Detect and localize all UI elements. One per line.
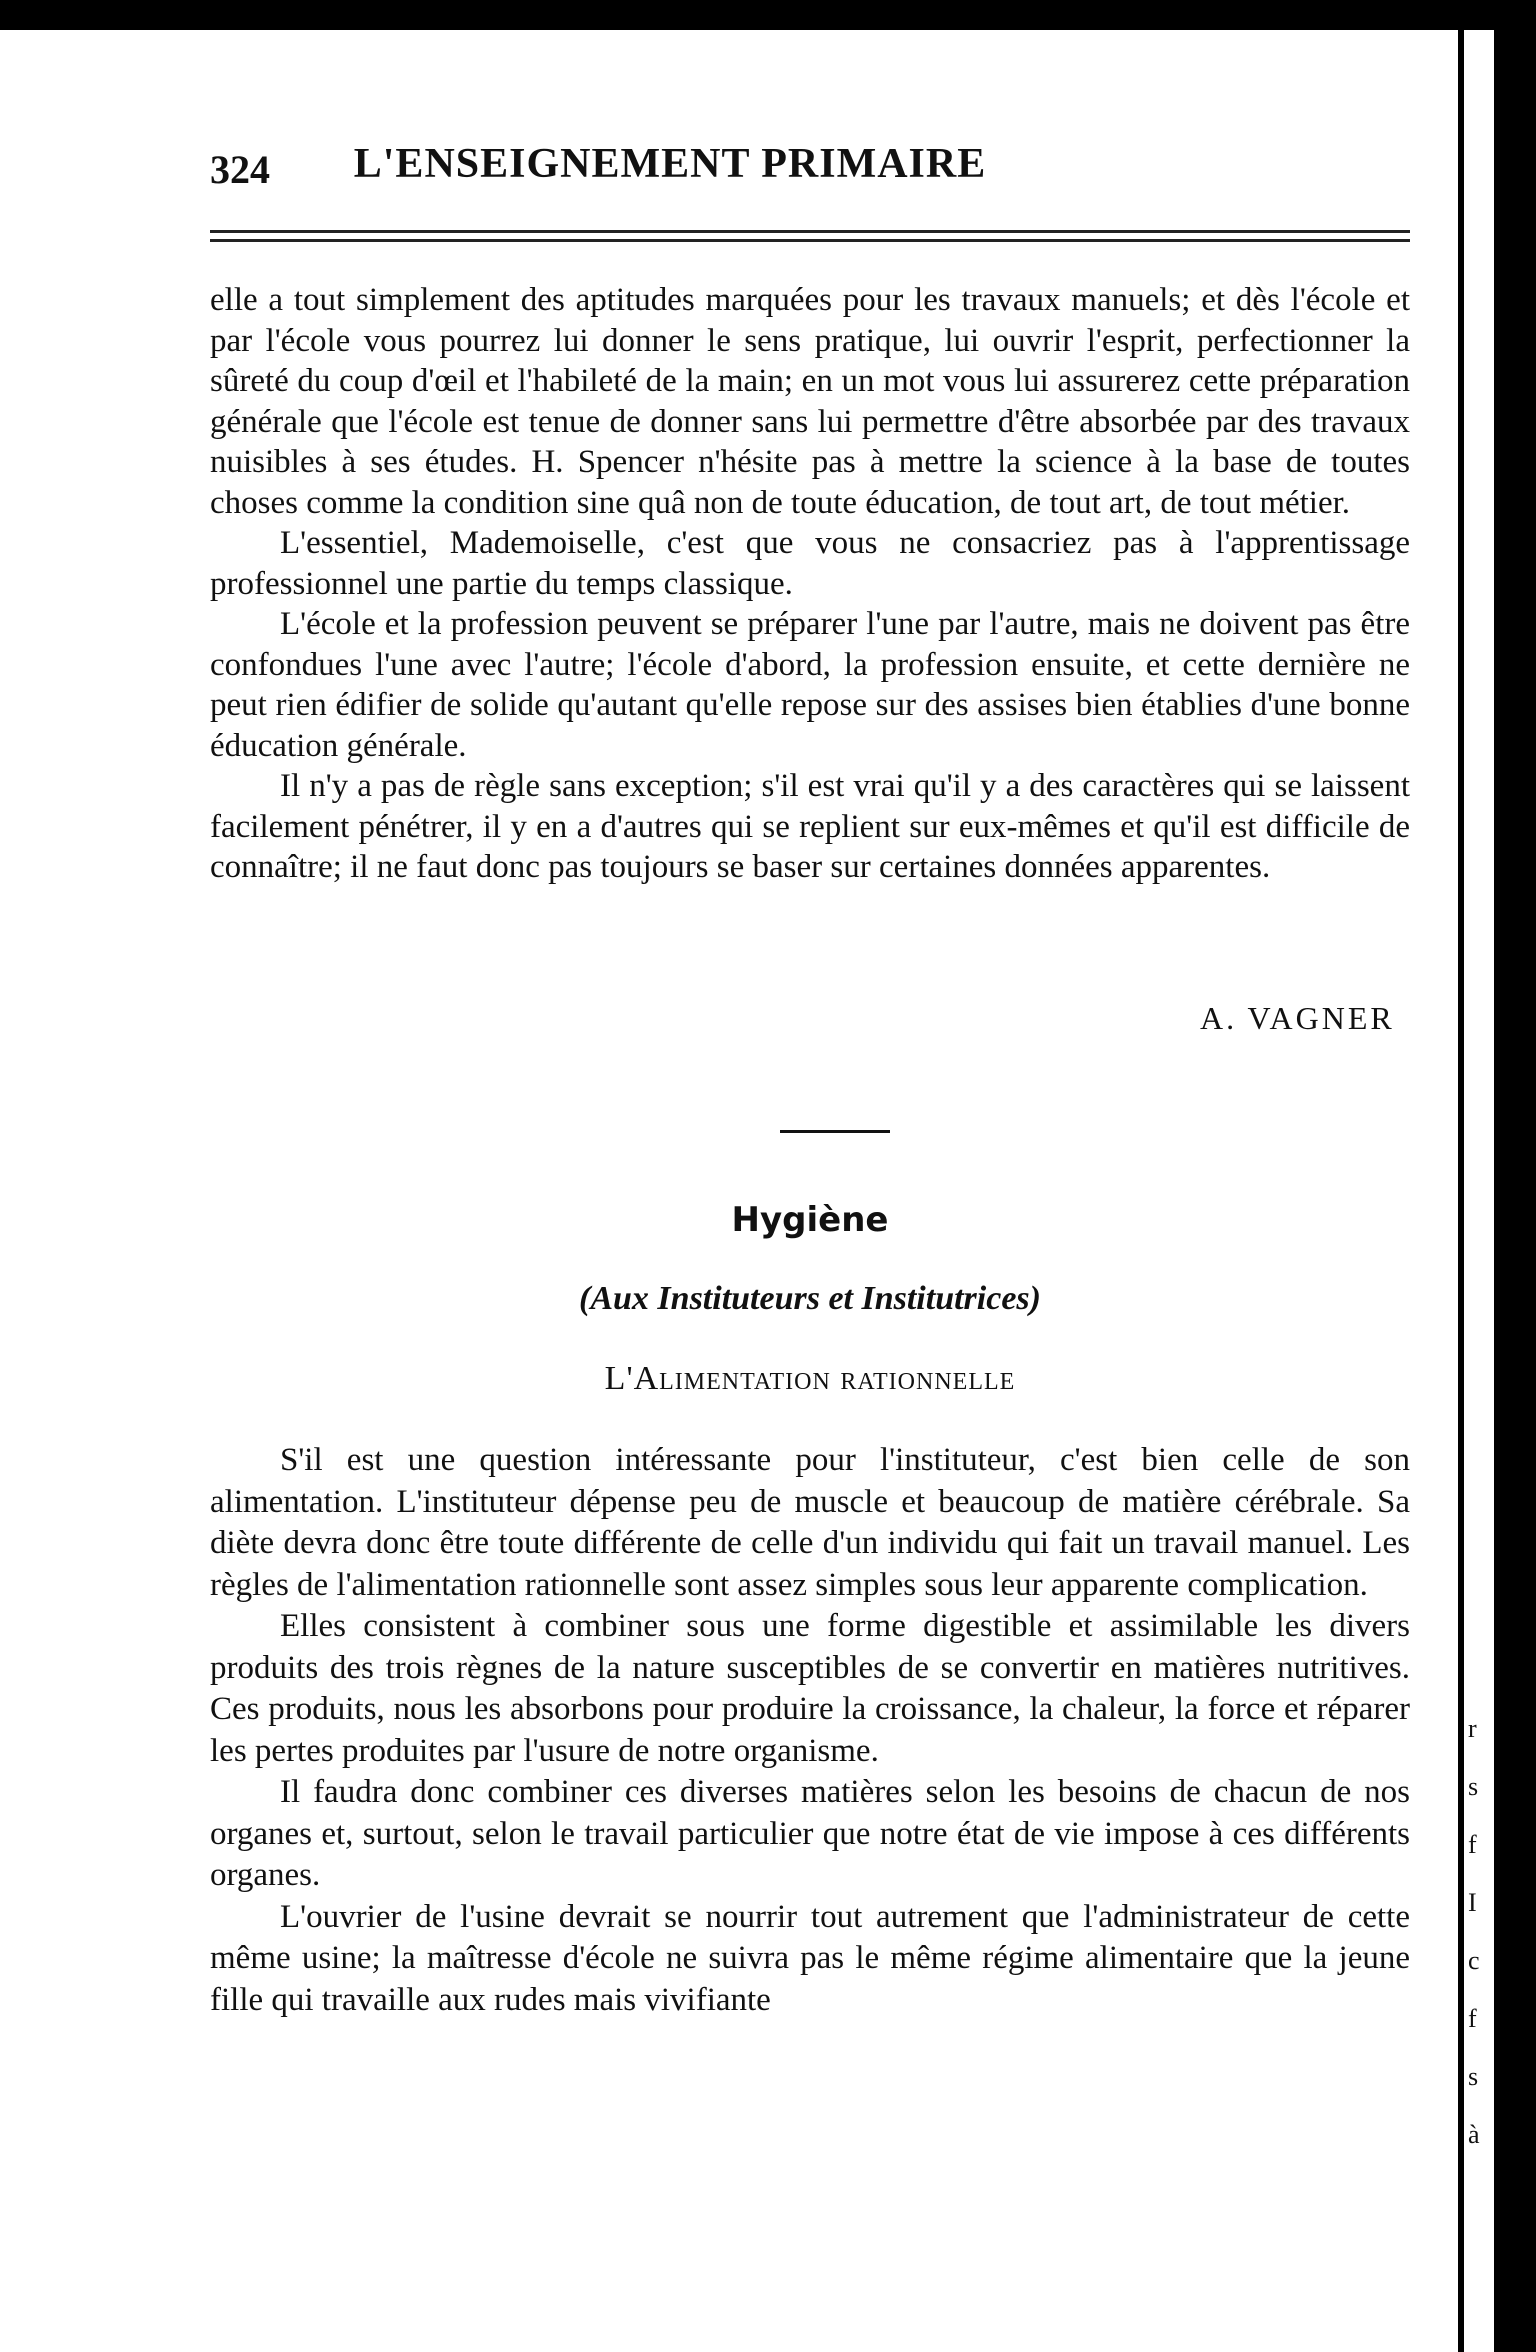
article-title: L'Alimentation rationnelle (604, 1360, 1016, 1397)
paragraph: Il n'y a pas de règle sans exception; s'il est vrai qu'il y a des caractères qui se laissent facilement pénétrer, il y en a d'autres qui se replient sur eux-mêmes et qu'il est difficile de connaître; il ne faut donc pas toujours se baser sur certaines données apparentes. (210, 768, 1410, 885)
scan-border-top (0, 0, 1536, 30)
page (210, 120, 1440, 2018)
page-number: 324 (210, 147, 270, 192)
edge-fragment: f (1468, 2004, 1477, 2033)
edge-fragment: f (1468, 1830, 1477, 1859)
paragraph: L'essentiel, Mademoiselle, c'est que vous ne consacriez pas à l'apprentissage professionnel une partie du temps classique. (210, 525, 1410, 602)
article-body (210, 1440, 1410, 2021)
header-double-rule (210, 230, 1410, 248)
section-title: Hygiène (731, 1200, 889, 1240)
edge-fragment: r (1468, 1714, 1477, 1743)
paragraph: L'école et la profession peuvent se préparer l'une par l'autre, mais ne doivent pas être confondues l'une avec l'autre; l'école d'abord, la profession ensuite, et cette dernière ne peut rien édifier de solide qu'autant qu'elle repose sur des assises bien établies d'une bonne éducation générale. (210, 606, 1410, 764)
scan-gutter-line (1458, 0, 1464, 2352)
edge-fragment: s (1468, 2062, 1479, 2091)
paragraph: L'ouvrier de l'usine devrait se nourrir tout autrement que l'administrateur de cette même usine; la maîtresse d'école ne suivra pas le même régime alimentaire que la jeune fille qui travaille aux rudes mais vivifiante (210, 1898, 1410, 2018)
edge-fragment: c (1468, 1946, 1480, 1975)
paragraph: Elles consistent à combiner sous une forme digestible et assimilable les divers produits des trois règnes de la nature susceptibles de se convertir en matières nutritives. Ces produits, nous les absorbons pour produire la croissance, la chaleur, la force et réparer les pertes produites par l'usure de notre organisme. (210, 1608, 1410, 1769)
section-separator (780, 1130, 890, 1133)
paragraph: S'il est une question intéressante pour l'instituteur, c'est bien celle de son alimentation. L'instituteur dépense peu de muscle et beaucoup de matière cérébrale. Sa diète devra donc être toute différente de celle d'un individu qui fait un travail manuel. Les règles de l'alimentation rationnelle sont assez simples sous leur apparente complication. (210, 1442, 1410, 1603)
scan-border-right (1494, 0, 1536, 2352)
page-header (210, 120, 1440, 200)
edge-fragment: s (1468, 1772, 1479, 1801)
edge-fragment: à (1468, 2120, 1480, 2149)
section-subtitle: (Aux Instituteurs et Institutrices) (579, 1280, 1041, 1317)
facing-page-edge-fragments (1468, 1700, 1490, 2164)
paragraph: elle a tout simplement des aptitudes marquées pour les travaux manuels; et dès l'école et par l'école vous pourrez lui donner le sens pratique, lui ouvrir l'esprit, perfectionner la sûreté du coup d'œil et l'habileté de la main; en un mot vous lui assurerez cette préparation générale que l'école est tenue de donner sans lui permettre d'être absorbée par des travaux nuisibles à ses études. H. Spencer n'hésite pas à mettre la science à la base de toutes choses comme la condition sine quâ non de toute éducation, de tout art, de tout métier. (210, 282, 1410, 521)
paragraph: Il faudra donc combiner ces diverses matières selon les besoins de chacun de nos organes et, surtout, selon le travail particulier que notre état de vie impose à ces différents organes. (210, 1774, 1410, 1893)
author-signature: A. VAGNER (1200, 1000, 1395, 1036)
article-continuation (210, 280, 1410, 888)
running-title: L'ENSEIGNEMENT PRIMAIRE (353, 141, 987, 187)
edge-fragment: I (1468, 1888, 1477, 1917)
